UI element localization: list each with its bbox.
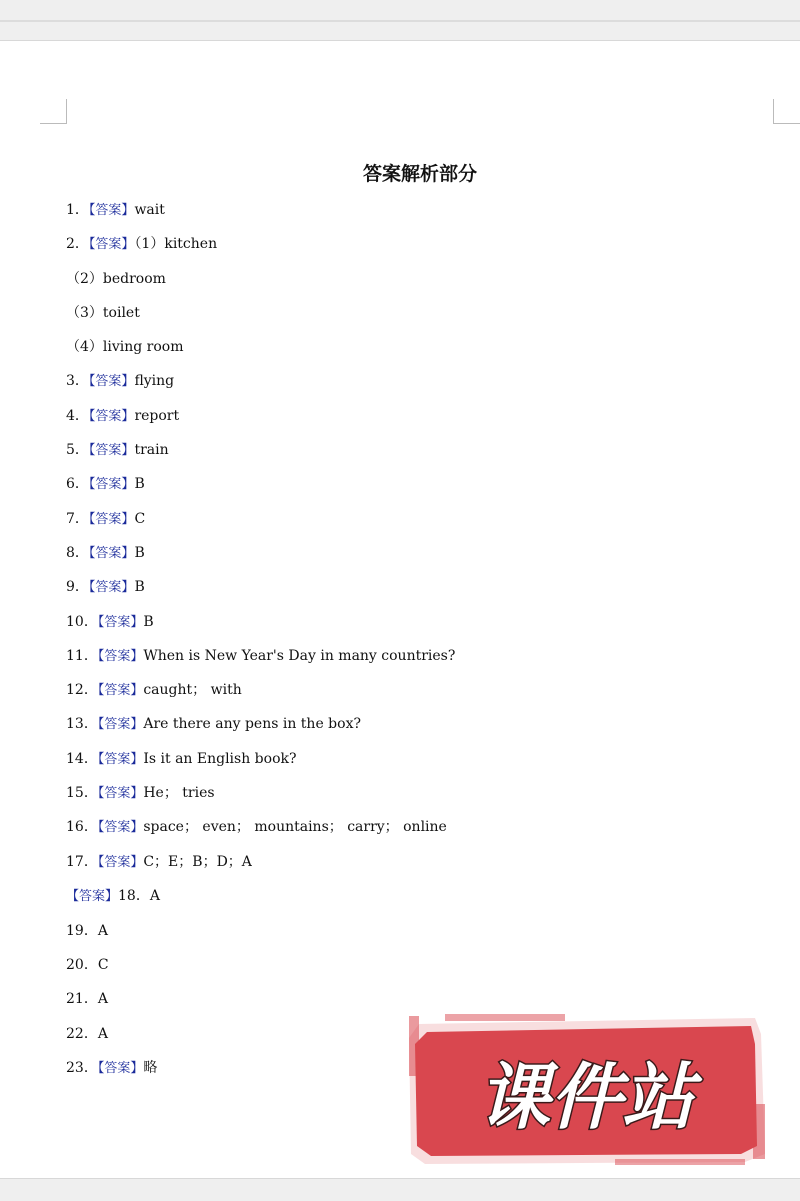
watermark-text: 课件站 [477,1055,695,1139]
answer-line: 14．【答案】Is it an English book? [66,751,297,767]
answer-line: 9．【答案】B [66,579,145,595]
answer-line: 4．【答案】report [66,408,180,424]
viewer-bottom-bar [0,1178,800,1201]
page-title: 答案解析部分 [362,163,477,185]
answer-line: 17．【答案】C；E；B；D；A [66,854,252,870]
margin-corner-mark [40,99,67,124]
answer-line: 5．【答案】train [66,442,169,458]
answer-line: 20．C [66,957,109,973]
answer-line: 22．A [66,1026,108,1042]
viewer-top-bar [0,0,800,41]
watermark-stamp [405,1014,767,1166]
answer-line: 21．A [66,991,108,1007]
answer-line: 12．【答案】caught； with [66,682,242,698]
answer-line: 16．【答案】space； even； mountains； carry； online [66,819,447,835]
answer-line: 6．【答案】B [66,476,145,492]
answer-line: 19．A [66,923,108,939]
answer-line: 10．【答案】B [66,614,154,630]
answer-line: 15．【答案】He； tries [66,785,215,801]
answer-line: 2．【答案】（1）kitchen [66,236,218,252]
answer-line: 3．【答案】flying [66,373,175,389]
document-page [0,41,800,1178]
answer-line: 23．【答案】略 [66,1060,158,1076]
answer-line: 13．【答案】Are there any pens in the box? [66,716,361,732]
answer-line: 8．【答案】B [66,545,145,561]
answer-line: （3）toilet [66,305,140,321]
answer-line: 1．【答案】wait [66,202,165,218]
answer-line: 7．【答案】C [66,511,146,527]
answer-line: （2）bedroom [66,271,166,287]
answer-line: 【答案】18．A [66,888,160,904]
answer-line: 11．【答案】When is New Year's Day in many countries? [66,648,456,664]
margin-corner-mark [773,99,800,124]
answer-line: （4）living room [66,339,184,355]
